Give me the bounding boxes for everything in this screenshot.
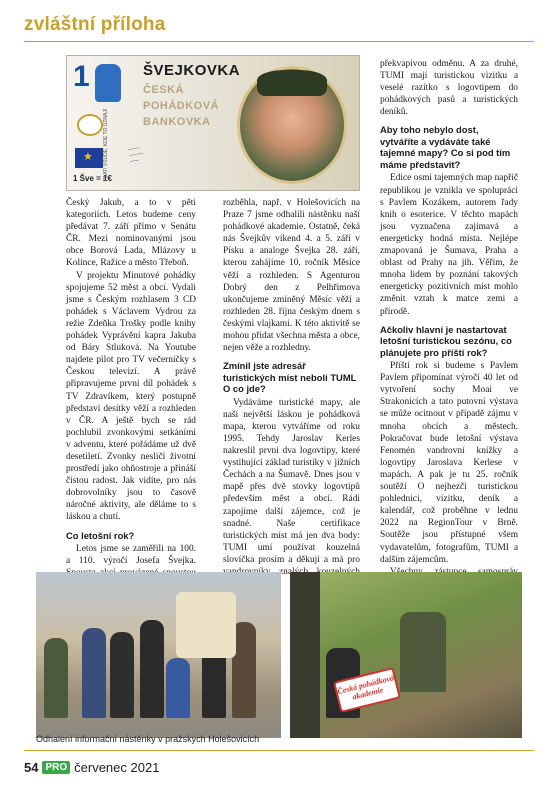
photo-svejk-bench — [290, 572, 522, 738]
eu-flag-icon — [75, 148, 103, 168]
footer-rule — [24, 750, 534, 751]
paragraph: V projektu Minutové pohádky spojujeme 52 měst a obcí. Vydali jsme s Českým rozhlasem 3 CD pohádek s Václavem Vydrou za režie Zdeňka Trošky podle knihy pohádek Vyprávění kapra Jakuba od Báry Stluková. Na Youtube najdete pilot pro TV večerníčky s Českou televizí. A právě připravujeme první díl pohádek s TV Zdravíkem, který postupně představí desítky věží a rozhleden v ČR. A ještě bych se rád pochlubil zvonkovými setkáními v adventu, které pořádáme už dvě desetiletí. Zvonky nesličí životní prostředí jako ohňostroje a přináší čistou radost. Jak vidíte, pro nás dobrovolníky jsou to časově náročné aktivity, ale děláme to s láskou a chutí. — [66, 270, 196, 523]
paragraph: Příští rok si budeme s Pavlem Pavlem připomínat výročí 40 let od vytvoření sochy Moai ve Strakonicích a tato putovní výstava se může ocitnout v případě zájmu v mnoha obcích a městech. Pokračovat bude letošní výstava Fenomén vandrovní knížky a logovtipy Jaroslava Kerlese v mapách. A pak je tu 25. ročník soutěží O nejhezčí turistickou pohlednici, vizitku, deník a kalendář, což proběhne v lednu 2022 na RegionTour v Brně. Soutěže jsou přístupné všem vydavatelům, fotografům, TUMI a dalším zájemcům. — [380, 361, 518, 565]
paragraph: překvapivou odměnu. A za druhé, TUMI mají turistickou vizitku a veselé razítko s logovtipem do pohádkových pasů a turistických deníků. — [380, 59, 518, 118]
banknote-title: ŠVEJKOVKA — [143, 62, 241, 79]
question-heading: Aby toho nebylo dost, vytváříte a vydáváte také tajemné mapy? Co si pod tím máme představit? — [380, 124, 511, 170]
column-3 — [380, 58, 518, 630]
person — [44, 638, 68, 718]
paragraph: Vydáváme turistické mapy, ale naší největší láskou je pohádková mapa, kterou vytváříme od roku 1995. Tehdy Jaroslav Kerles nakreslil první dva logovtipy, které vystihující základ turistiky v jižních Čechách a na Šumavě. Dnes jsou v mapě přes dvě stovky logovtipů především měst a obcí. Rádi zapojíme další zájemce, což je snadné. Naše certifikace turistických míst má jen dva body: TUMI umí používat kouzelná slovíčka prosím a děkuji a má pro — [223, 397, 360, 565]
column-2 — [223, 197, 360, 590]
cap-icon — [257, 70, 327, 96]
banknote-value: 1 Šve = 1€ — [73, 174, 112, 183]
banknote-image — [66, 55, 360, 191]
question-heading: Co letošní rok? — [66, 529, 135, 541]
banknote-line3: BANKOVKA — [143, 116, 211, 128]
question-heading: Zmínil jste adresář turistických míst neboli TUML O co jde? — [223, 360, 357, 395]
banknote-line2: POHÁDKOVÁ — [143, 100, 220, 112]
person — [400, 612, 446, 692]
academy-logo-icon — [77, 114, 103, 136]
banknote-signatures: ~~~~ ~~~~~ ~~~ — [127, 145, 145, 166]
banknote-line1: ČESKÁ — [143, 84, 185, 96]
column-1 — [66, 197, 196, 591]
person — [82, 628, 106, 718]
tree-trunk — [290, 572, 320, 738]
question-heading: Ačkoliv hlavní je nastartovat letošní turistickou sezónu, co plánujete pro příští rok? — [380, 323, 512, 358]
paragraph: Český Jakub, a to v pěti kategoriích. Letos budeme ceny předávat 7. září přímo v Senátu ČR. Mezi nominovanými jsou obce Borová Lada, Mlázovy u Kolince, Ražice a město Třeboň. — [66, 198, 196, 269]
issue-date: červenec 2021 — [74, 760, 160, 775]
banknote-number: 1 — [73, 60, 90, 93]
academy-sign: Česká pohádková akademie — [333, 667, 401, 713]
paragraph: rozběhla, např. v Holešovicích na Praze 7 jsme odhalili nástěnku naší pohádkové akademie. Ostatně, čeká nás Švejkův víkend 4. a 5. září v Písku a analoge Švejka 28. září, kterou zahájíme 10. ročník Měsíce věží a rozhleden. S Agenturou Dobrý den z Pelhřimova ukončujeme zmíněný Měsíc věží a rozhleden 28. října českým dnem s českými vlajkami. K této aktivitě se mohou přidat všechna města a obce, nejen věže a rozhledny. — [223, 198, 360, 354]
paragraph: Letos jsme se zaměřili na 100. a 110. výročí Josefa Švejka. — [66, 544, 196, 567]
mascot-icon — [95, 64, 121, 102]
unveiled-board — [176, 592, 236, 658]
brand-badge: PRO — [42, 761, 70, 774]
page-number: 54 — [24, 760, 39, 775]
header-rule — [24, 41, 534, 42]
person — [110, 632, 134, 718]
person — [166, 658, 190, 718]
paragraph: Edice osmi tajemných map napříč republikou je vznikla ve spolupráci s Pavlem Kozákem, autorem řady knih o esoterice. V těchto mapách jsou vyznačena zajímavá a energeticky hodná místa. Nejlépe zmapovaná je Šumava, Praha a oblast od Prahy na jih. Věřím, že mnoha lidem by poznání takových energeticky pozitivních míst mohlo změnit vztah k matce zemi a přírodě. — [380, 173, 518, 317]
photo-caption: Odhalení informační nástěnky v pražských Holešovicích — [36, 734, 260, 744]
page-footer — [24, 760, 159, 775]
banknote-vertical-text: PLATÍ VŠUDE, KDE TO UZNAJÍ — [103, 108, 109, 181]
section-title: zvláštní příloha — [24, 14, 166, 35]
person — [140, 620, 164, 718]
photo-holesovice — [36, 572, 281, 738]
